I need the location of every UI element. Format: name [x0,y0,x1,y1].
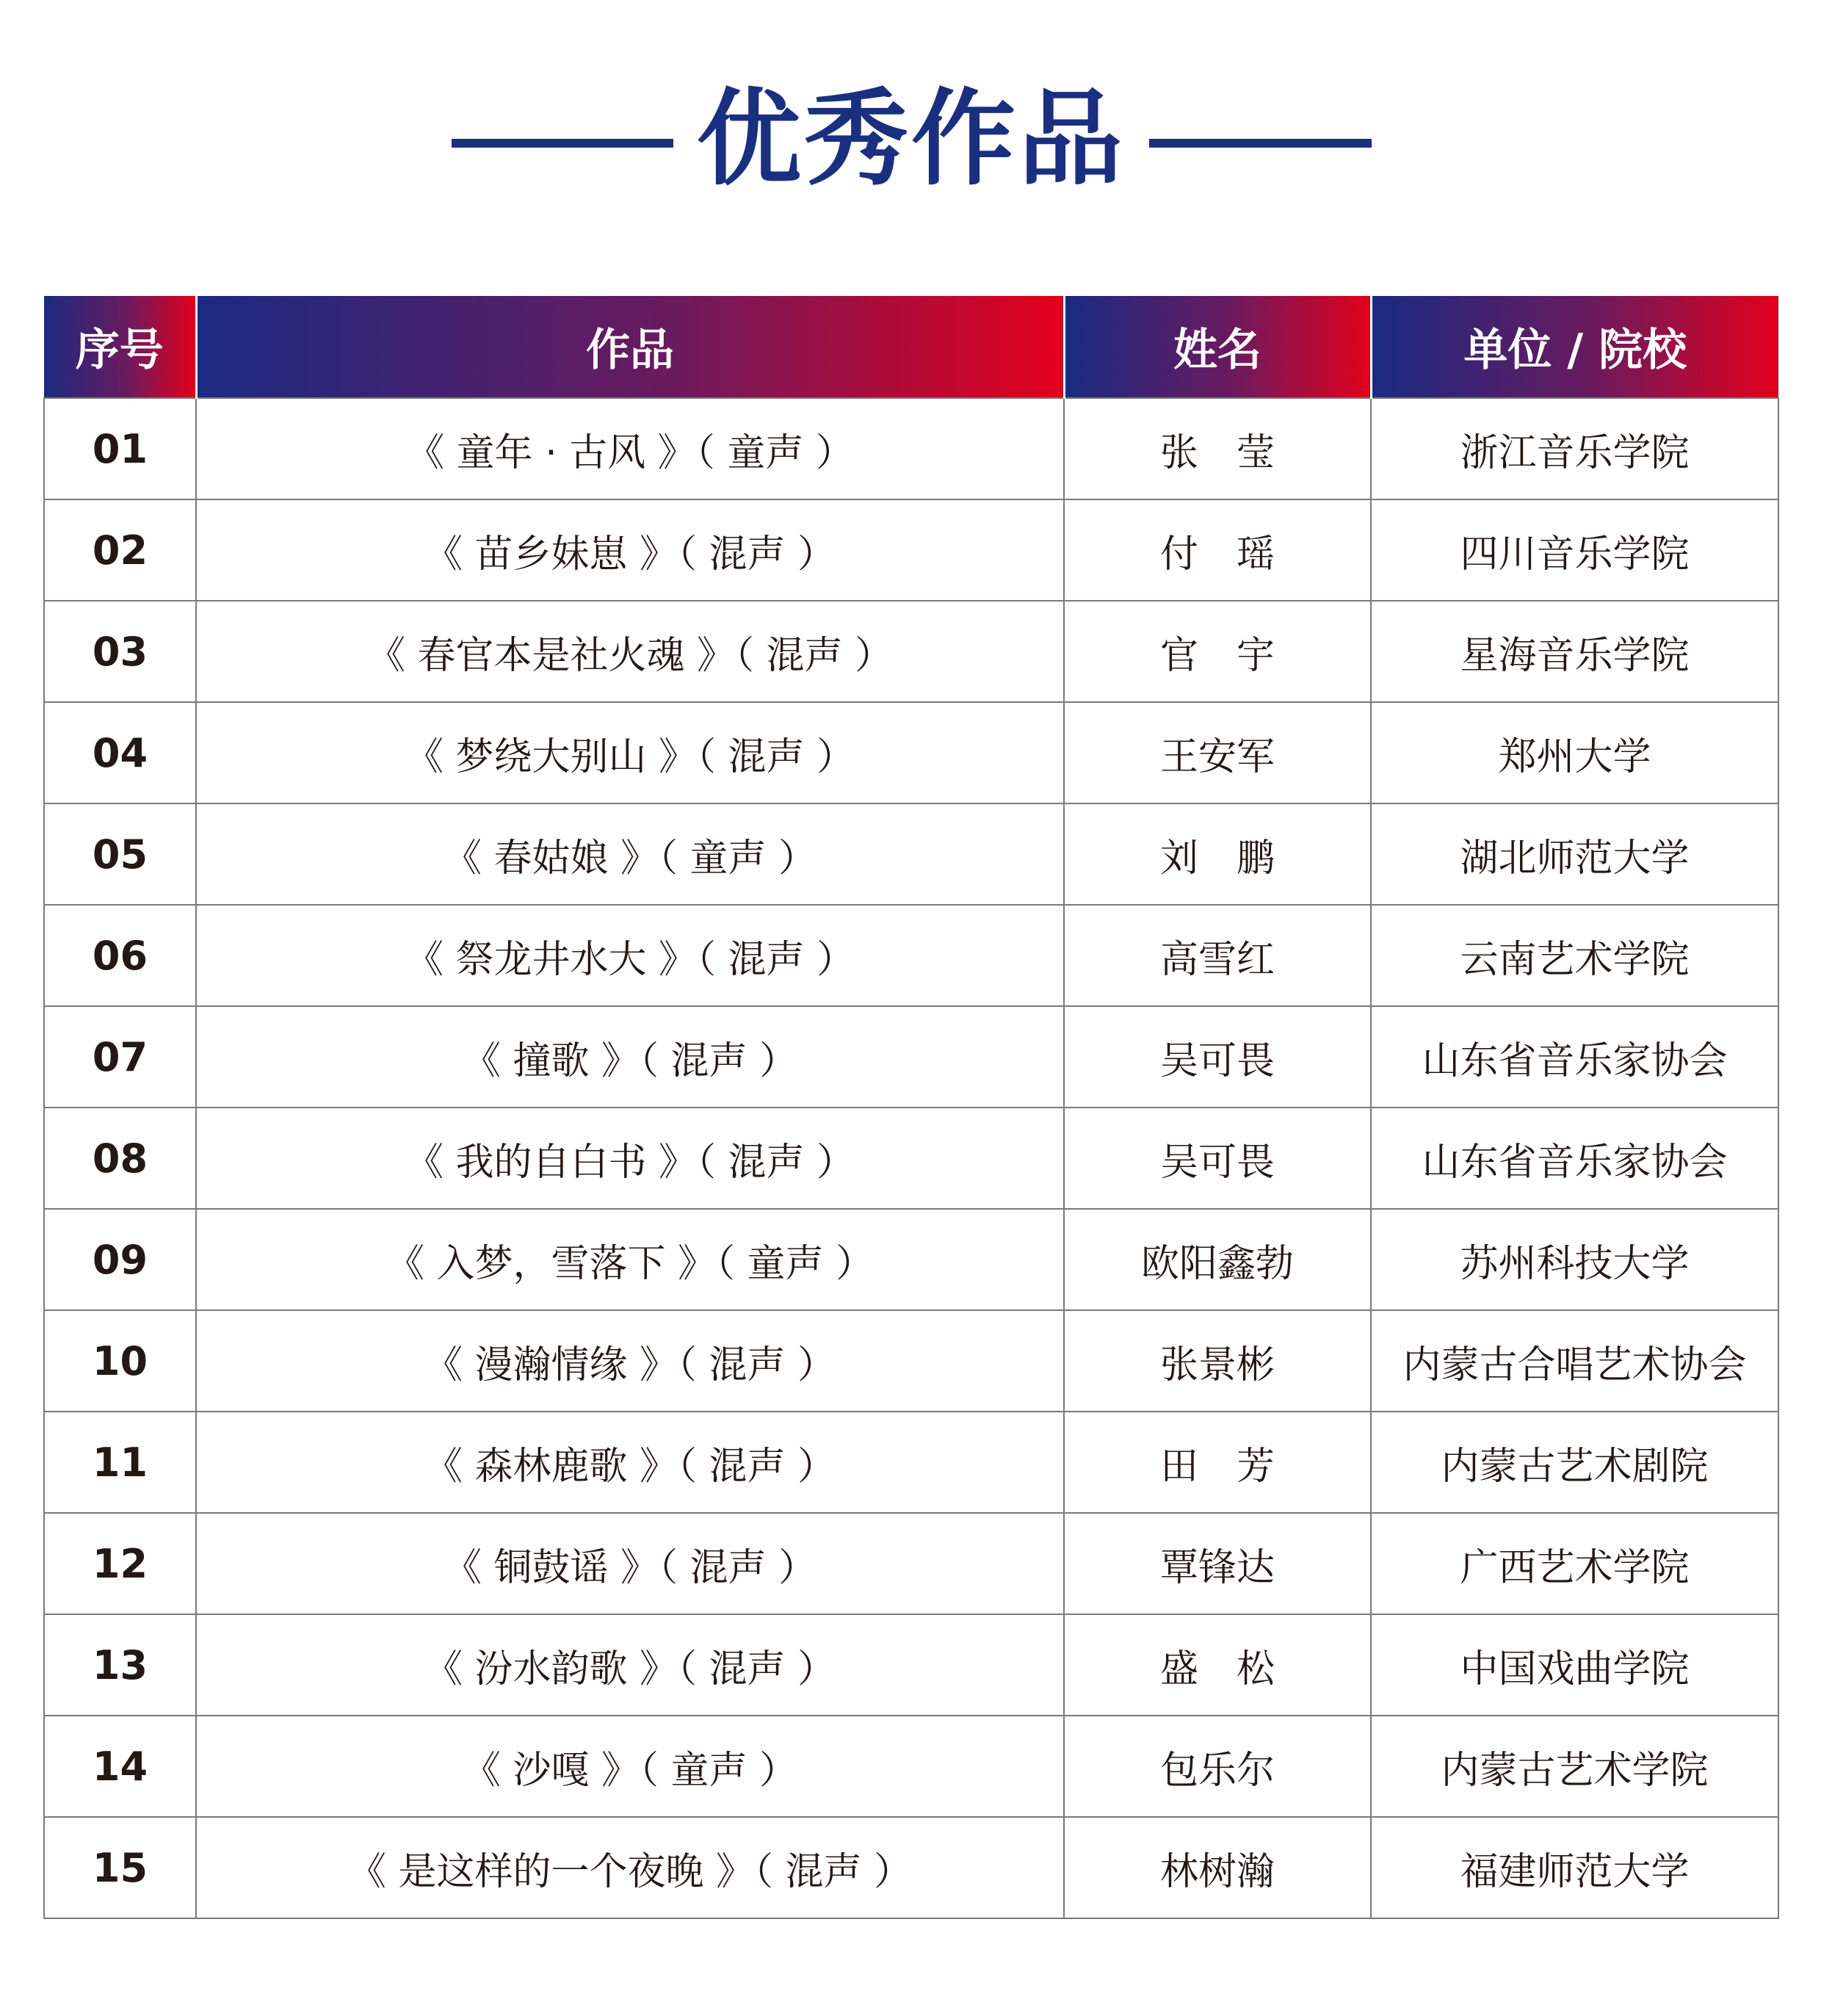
row-number: 04 [44,702,196,803]
row-name: 田 芳 [1064,1412,1371,1513]
header-number: 序号 [44,296,196,398]
row-work: 《 祭龙井水大 》（ 混声 ） [196,905,1064,1006]
title-decoration-line-right [1149,139,1372,148]
page-title: 优秀作品 [697,79,1126,200]
row-number: 03 [44,601,196,702]
row-number: 06 [44,905,196,1006]
table-row [44,1209,1778,1310]
row-work: 《 春官本是社火魂 》（ 混声 ） [196,601,1064,702]
row-name: 刘 鹏 [1064,803,1371,905]
row-organization: 山东省音乐家协会 [1371,1108,1778,1209]
table-row [44,1108,1778,1209]
table-header [44,296,1778,398]
header-organization: 单位 / 院校 [1371,296,1778,398]
table-row [44,905,1778,1006]
table-body [44,398,1778,1918]
row-name: 覃锋达 [1064,1513,1371,1614]
row-name: 官 宇 [1064,601,1371,702]
row-organization: 内蒙古合唱艺术协会 [1371,1310,1778,1412]
table-row [44,1817,1778,1918]
row-work: 《 森林鹿歌 》（ 混声 ） [196,1412,1064,1513]
row-work: 《 铜鼓谣 》（ 混声 ） [196,1513,1064,1614]
row-organization: 福建师范大学 [1371,1817,1778,1918]
row-name: 张景彬 [1064,1310,1371,1412]
row-organization: 广西艺术学院 [1371,1513,1778,1614]
table-row [44,1716,1778,1817]
row-name: 吴可畏 [1064,1108,1371,1209]
row-name: 林树瀚 [1064,1817,1371,1918]
row-organization: 内蒙古艺术学院 [1371,1716,1778,1817]
table-row [44,1513,1778,1614]
row-work: 《 漫瀚情缘 》（ 混声 ） [196,1310,1064,1412]
row-work: 《 汾水韵歌 》（ 混声 ） [196,1614,1064,1716]
row-number: 10 [44,1310,196,1412]
row-name: 高雪红 [1064,905,1371,1006]
row-number: 09 [44,1209,196,1310]
table-row [44,1614,1778,1716]
row-number: 02 [44,499,196,601]
table-row [44,601,1778,702]
row-work: 《 苗乡妹崽 》（ 混声 ） [196,499,1064,601]
row-name: 包乐尔 [1064,1716,1371,1817]
row-organization: 苏州科技大学 [1371,1209,1778,1310]
table-row [44,1310,1778,1412]
row-work: 《 我的自白书 》（ 混声 ） [196,1108,1064,1209]
row-organization: 星海音乐学院 [1371,601,1778,702]
row-organization: 山东省音乐家协会 [1371,1006,1778,1108]
row-name: 王安军 [1064,702,1371,803]
row-number: 01 [44,398,196,499]
row-number: 07 [44,1006,196,1108]
row-name: 欧阳鑫勃 [1064,1209,1371,1310]
page-title-block [0,77,1821,202]
row-organization: 郑州大学 [1371,702,1778,803]
row-number: 11 [44,1412,196,1513]
row-number: 08 [44,1108,196,1209]
table-row [44,1006,1778,1108]
table-row [44,803,1778,905]
row-name: 吴可畏 [1064,1006,1371,1108]
row-number: 12 [44,1513,196,1614]
row-number: 15 [44,1817,196,1918]
row-work: 《 童年 · 古风 》（ 童声 ） [196,398,1064,499]
row-work: 《 是这样的一个夜晚 》（ 混声 ） [196,1817,1064,1918]
row-work: 《 入梦，雪落下 》（ 童声 ） [196,1209,1064,1310]
table-row [44,1412,1778,1513]
header-work: 作品 [196,296,1064,398]
row-number: 13 [44,1614,196,1716]
row-number: 14 [44,1716,196,1817]
row-work: 《 梦绕大别山 》（ 混声 ） [196,702,1064,803]
row-organization: 四川音乐学院 [1371,499,1778,601]
title-decoration-line-left [452,139,673,148]
table-row [44,499,1778,601]
row-name: 盛 松 [1064,1614,1371,1716]
row-organization: 湖北师范大学 [1371,803,1778,905]
works-table [43,296,1779,1919]
row-number: 05 [44,803,196,905]
table-header-row [44,296,1778,398]
row-work: 《 撞歌 》（ 混声 ） [196,1006,1064,1108]
row-organization: 内蒙古艺术剧院 [1371,1412,1778,1513]
table-row [44,702,1778,803]
row-organization: 云南艺术学院 [1371,905,1778,1006]
row-organization: 中国戏曲学院 [1371,1614,1778,1716]
header-name: 姓名 [1064,296,1371,398]
row-work: 《 沙嘎 》（ 童声 ） [196,1716,1064,1817]
table-row [44,398,1778,499]
row-name: 付 瑶 [1064,499,1371,601]
row-name: 张 莹 [1064,398,1371,499]
row-organization: 浙江音乐学院 [1371,398,1778,499]
row-work: 《 春姑娘 》（ 童声 ） [196,803,1064,905]
